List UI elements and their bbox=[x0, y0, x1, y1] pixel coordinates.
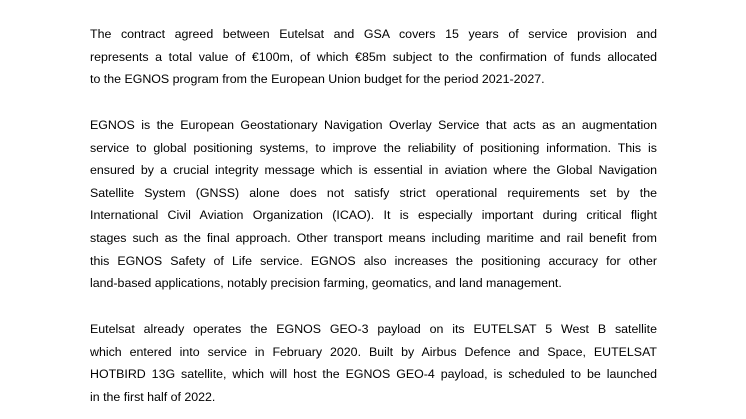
paragraph-egnos-description bbox=[90, 114, 657, 295]
paragraph-geo-payloads bbox=[90, 318, 657, 408]
paragraph-line: International Civil Aviation Organization (ICAO). It is especially important during critical flight bbox=[90, 208, 657, 223]
paragraph-line: represents a total value of €100m, of which €85m subject to the confirmation of funds allocated bbox=[90, 49, 657, 64]
paragraph-line: Satellite System (GNSS) alone does not satisfy strict operational requirements set by the bbox=[90, 185, 657, 200]
paragraph-line: The contract agreed between Eutelsat and GSA covers 15 years of service provision and bbox=[90, 27, 657, 41]
paragraph-line: in the first half of 2022. bbox=[90, 389, 216, 404]
paragraph-line: to the EGNOS program from the European Union budget for the period 2021-2027. bbox=[90, 72, 545, 87]
paragraph-line: ensured by a crucial integrity message which is essential in aviation where the Global Navigation bbox=[90, 163, 657, 178]
paragraph-contract bbox=[90, 23, 657, 91]
paragraph-line: HOTBIRD 13G satellite, which will host the EGNOS GEO-4 payload, is scheduled to be launched bbox=[90, 367, 657, 382]
paragraph-line: EGNOS is the European Geostationary Navigation Overlay Service that acts as an augmentation bbox=[90, 118, 657, 132]
paragraph-line: service to global positioning systems, to improve the reliability of positioning information. This is bbox=[90, 140, 657, 155]
paragraph-line: Eutelsat already operates the EGNOS GEO-3 payload on its EUTELSAT 5 West B satellite bbox=[90, 322, 657, 336]
paragraph-line: this EGNOS Safety of Life service. EGNOS also increases the positioning accuracy for other bbox=[90, 253, 657, 268]
paragraph-line: which entered into service in February 2020. Built by Airbus Defence and Space, EUTELSAT bbox=[90, 344, 657, 359]
paragraph-line: land-based applications, notably precision farming, geomatics, and land management. bbox=[90, 276, 562, 291]
paragraph-line: stages such as the final approach. Other transport means including maritime and rail benefit from bbox=[90, 230, 657, 245]
